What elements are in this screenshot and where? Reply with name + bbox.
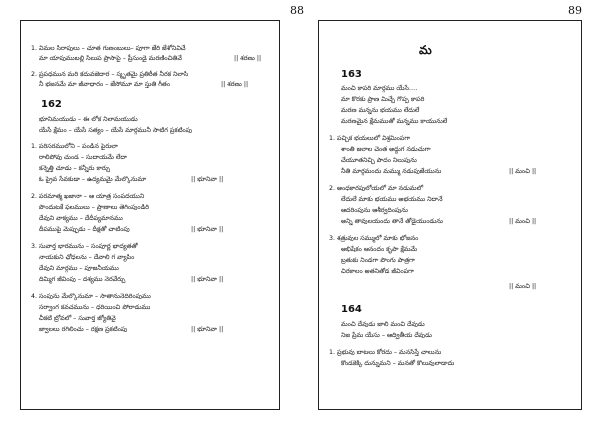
verse-line: 1. విమల సిరాపులు – చూత గుణంబులు– పూగా జేరి జేశోనివిచే [31,45,186,52]
chorus-ref: || భూనివా || [191,276,223,285]
verse-line: 1. ప్రభువు బాటలు కోరదు – మనసిస్తే చాలును [329,349,442,356]
verse-line: నిజ ప్రేమ యేసు – ఆద్వితీయ దేవుడు [341,332,432,339]
hymn-number-164: 164 [341,304,362,315]
verse-line: మరణమైన క్షేమముతో మన్నము కాయునులే [341,118,448,125]
verse-line: చీకటి బ్రోవలో – సువార్త జ్యోతివై [39,315,116,322]
chorus-ref: || మంచి || [509,283,536,292]
verse-line: యేసే క్షేమం – యేసే సత్యం – యేసే మార్గమునీ సాటిగ ప్రకటింపు [39,127,193,134]
verse-line: లేదులే మాకు భయము అభయము నిదానే [341,196,443,203]
chorus-ref: || శరణు || [221,81,248,90]
verse-line: శాంతి జలాల చెంత అద్దుగ నడుచుగా [341,146,431,153]
verse-line: రాలిపోవు చుండ – సుదాయమే లేదా [39,154,127,161]
verse-line: 1. పచ్చిక భయలులో విశ్రమింపగా [329,135,411,142]
chorus-ref: || భూనివా || [191,176,223,185]
verse-line: నీ భజనమే మా జీవాధారం – జేసోమూ మా స్తుతి గీతం [39,81,171,88]
right-page-frame [318,20,582,410]
chorus-ref: || భూనివా || [191,226,223,235]
verse-line: అభిషేకం ఆనందం కృపా క్షేమమే [341,246,418,253]
verse-line: మంచి కాపరి మార్గము యేసే…. [341,85,418,92]
verse-line: 3. సువార్త భారమును – సంపూర్ణ భాద్యతతో [31,243,138,250]
verse-line: 4. సంపును మేల్కొనుమా – సాతానునెదిరింపుము [31,293,151,300]
chorus-ref: || మంచి || [509,218,536,227]
verse-line: సర్వాంగ కవచమును – ధరియించి పోరాడుము [39,304,151,311]
verse-line: ఆదరింపును ఆశీర్వదింపును [341,207,408,214]
verse-line: ఓ ప్రైవ సేవకుడా – ఉద్యమమై మేల్కొనుమా [39,176,147,183]
verse-line: 2. ప్రపధమున మరి కదువజెదార – స్మృతమై ప్రతిరీత నీరక నిలాసి [31,71,189,78]
verse-line: జ్వాలలు రగిలించు – రక్షణ ప్రకటింపు [39,326,128,333]
verse-line: పొందుటకే ఫలములు – ప్రాణాలు తెగింపుండిరి [39,204,149,211]
page-number-right: 89 [568,4,582,17]
verse-line: 3. శత్రువుల సమ్ములో మాకు భోజనం [329,235,419,242]
verse-line: చిరకాలం అతనితోడ జీవింపగా [341,268,414,275]
verse-line: 1. పరిసరములోని – పండిన పైరులా [31,143,118,150]
verse-line: భూనిమయుడు – ఈ లోక నిలామయుడు [39,116,138,123]
verse-line: నీతి మార్గమందు మమ్ము నడుపుజేయును [341,168,442,175]
verse-line: మరణ మన్నను భయము లేదులే [341,107,420,114]
verse-line: దీపముపై మెప్పుడు – దీక్షతో చాటింపు [39,226,130,233]
verse-line: మంచి దేవుడు జాలి మంచి దేవుడు [341,321,425,328]
verse-line: మా కొరకు ప్రాణ మిచ్చే గొప్ప కాపరి [341,96,425,103]
verse-line: నాయకుని ఛోధలను – దేవాలి గ వ్యాపిం [39,254,135,261]
verse-line: మా యాపుముబల్లి సిలుప ప్రాసాపై – ప్రీసుండై మరణించితివే [39,55,182,62]
verse-line: కన్నెత్తి చూడు – కన్నీరు కార్చు [39,165,111,172]
verse-line: 2. పరమాత్మ ఖజానా – ఆ యాత్ర సంపదయుని [31,193,145,200]
verse-line: దిమ్మిగ జీవింపు – దశ్యము నెరవేర్చు [39,276,126,283]
verse-line: దేవుని మార్గము – పూజనీయము [39,265,119,272]
page-number-left: 88 [290,4,304,17]
verse-line: బ్రతుకు నిండగా పొంగు పాత్రగా [341,257,415,264]
left-page-frame [20,20,280,410]
section-title: మ [419,43,432,57]
hymn-number-162: 162 [41,99,62,110]
chorus-ref: || శరణు || [234,55,261,64]
verse-line: చేయూతనిచ్చి పాదం నిలుపును [341,157,417,164]
verse-line: అన్ని తావులయందు తానే తోడైయుండును [341,218,443,225]
chorus-ref: || మంచి || [509,168,536,177]
verse-line: కొండకెక్కి దున్నుమని – మనతో కొలువులాడాదు [341,360,455,367]
chorus-ref: || భూనివా || [191,326,223,335]
verse-line: 2. అంధకారపులోయలో మా నడుమలో [329,185,424,192]
verse-line: దేవుని వాక్యము – దేదీప్యమానము [39,215,123,222]
hymn-number-163: 163 [341,69,362,80]
